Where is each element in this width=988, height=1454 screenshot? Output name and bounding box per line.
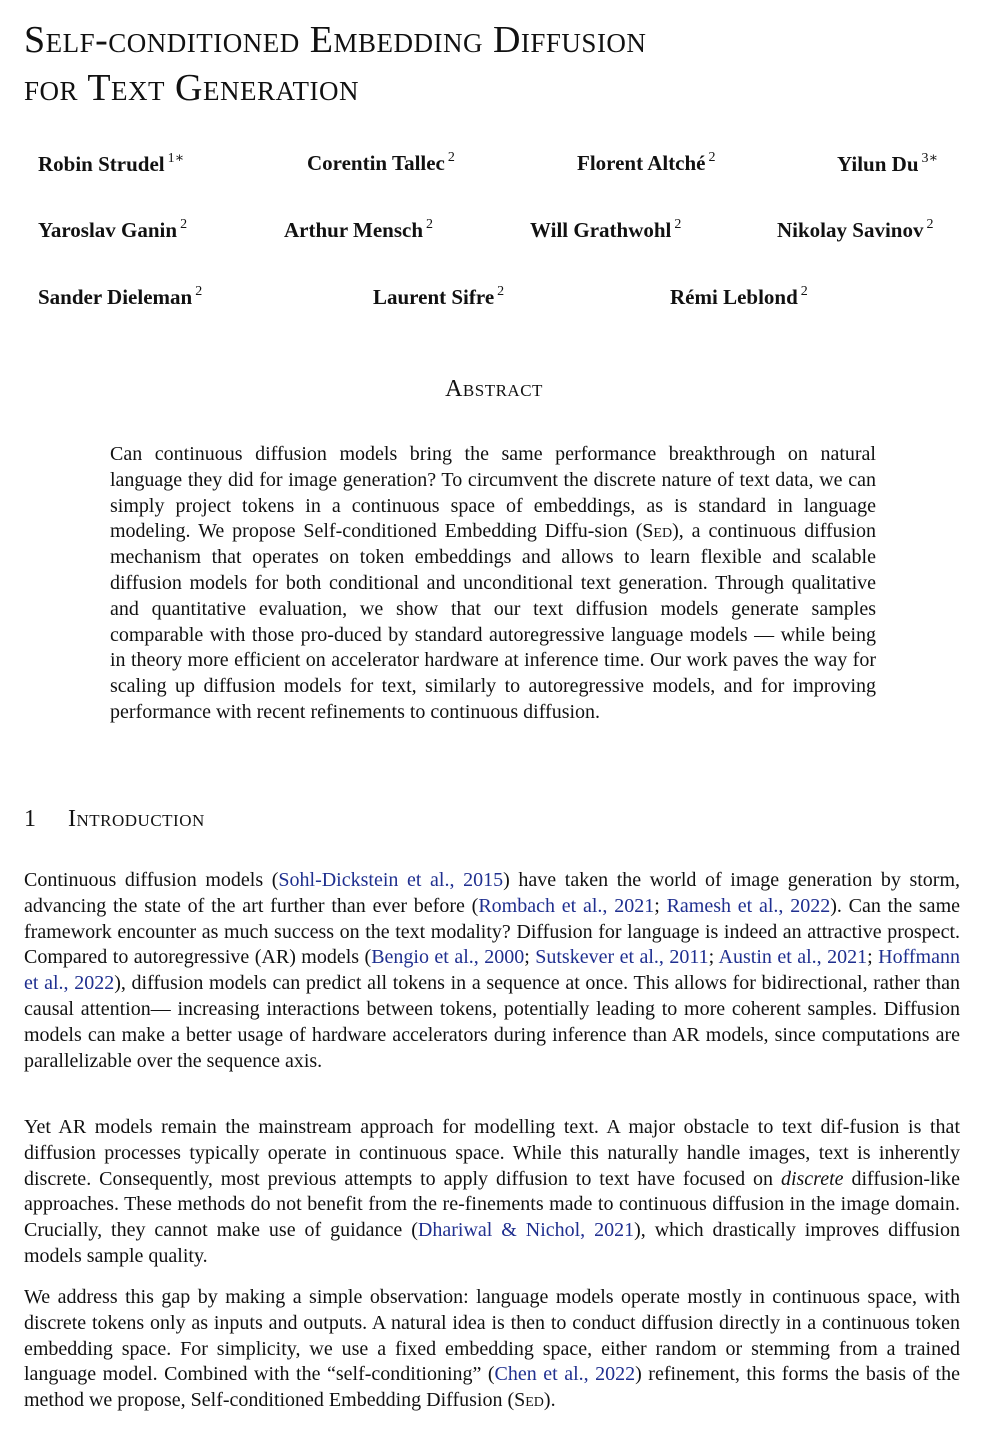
author-affiliation: 1∗ bbox=[167, 151, 185, 166]
paragraph-text: Yet AR models remain the mainstream approach for modelling text. A major obstacle to text dif-fusion is that diffusion processes typically operate in continuous space. While this naturally handle images, text is inherently discrete. Consequently, most previous attempts to apply diffusion to text have focused on bbox=[24, 1116, 960, 1190]
author-yilun-du bbox=[837, 150, 938, 177]
intro-paragraph-2 bbox=[24, 1115, 960, 1270]
author-affiliation: 2 bbox=[926, 217, 934, 232]
author-name: Will Grathwohl bbox=[530, 218, 672, 242]
author-sander-dieleman bbox=[38, 284, 202, 310]
citation-link[interactable]: Bengio et al., 2000 bbox=[371, 946, 525, 969]
author-affiliation: 2 bbox=[426, 217, 434, 232]
abstract-body bbox=[110, 442, 876, 726]
citation-link[interactable]: Hoffmann et al., 2022 bbox=[24, 946, 960, 995]
author-affiliation: 2 bbox=[674, 217, 682, 232]
citation-link[interactable]: Sohl-Dickstein et al., 2015 bbox=[278, 869, 504, 891]
citation-link[interactable]: Ramesh et al., 2022 bbox=[666, 894, 831, 917]
author-yaroslav-ganin bbox=[38, 217, 187, 243]
author-name: Robin Strudel bbox=[38, 152, 165, 176]
paragraph-text: ; bbox=[524, 946, 536, 969]
author-affiliation: 2 bbox=[497, 284, 505, 299]
author-nikolay-savinov bbox=[777, 217, 933, 243]
author-name: Nikolay Savinov bbox=[777, 218, 924, 242]
author-robin-strudel bbox=[38, 150, 184, 177]
citation-link[interactable]: Austin et al., 2021 bbox=[718, 946, 868, 969]
sed-acronym: Sed bbox=[642, 520, 673, 543]
author-name: Sander Dieleman bbox=[38, 285, 193, 309]
author-name: Corentin Tallec bbox=[307, 151, 445, 175]
citation-link[interactable]: Sutskever et al., 2011 bbox=[535, 946, 709, 969]
section-heading-introduction bbox=[24, 806, 205, 833]
section-title: Introduction bbox=[68, 806, 205, 832]
intro-paragraph-3 bbox=[24, 1285, 960, 1414]
citation-link[interactable]: Dhariwal & Nichol, 2021 bbox=[417, 1219, 635, 1242]
paragraph-text: Continuous diffusion models ( bbox=[24, 869, 279, 891]
abstract-heading: Abstract bbox=[445, 376, 543, 402]
author-name: Yaroslav Ganin bbox=[38, 218, 178, 242]
author-affiliation: 2 bbox=[800, 284, 808, 299]
section-number: 1 bbox=[24, 806, 37, 832]
abstract-text: Can continuous diffusion models bring the same performance breakthrough on natural language they did for image generation? To circumvent the discrete nature of text data, we can simply project tokens in a continuous space of embeddings, as is standard in language modeling. We propose Self-conditioned Embedding Diffu-sion ( bbox=[110, 443, 876, 543]
author-laurent-sifre bbox=[373, 284, 504, 310]
author-florent-altche bbox=[577, 150, 716, 176]
emphasis-text: discrete bbox=[780, 1167, 844, 1190]
paragraph-text: ; bbox=[708, 946, 719, 969]
paper-title bbox=[24, 16, 924, 112]
paragraph-text: ), diffusion models can predict all tokens in a sequence at once. This allows for bidirectional, rather than causal attention— increasing interactions between tokens, potentially leading to more coherent samples. Diffusion models can make a better usage of hardware accelerators during inference than AR models, since computations are parallelizable over the sequence axis. bbox=[24, 972, 961, 1072]
author-affiliation: 2 bbox=[180, 217, 188, 232]
author-name: Yilun Du bbox=[837, 152, 919, 176]
paragraph-text: We address this gap by making a simple observation: language models operate mostly in continuous space, with discrete tokens only as inputs and outputs. A natural idea is then to conduct diffusion directly in a continuous token embedding space. For simplicity, we use a fixed embedding space, either random or stemming from a trained language model. Combined with the “self-conditioning” ( bbox=[24, 1286, 960, 1386]
author-affiliation: 2 bbox=[447, 150, 455, 165]
author-arthur-mensch bbox=[284, 217, 433, 243]
paragraph-text: ), which drastically improves diffusion models sample quality. bbox=[24, 1219, 960, 1267]
author-will-grathwohl bbox=[530, 217, 681, 243]
paragraph-text: ). Can the same framework encounter as much success on the text modality? Diffusion for language is indeed an attractive prospect. Compared to autoregressive (AR) models ( bbox=[24, 894, 960, 969]
author-affiliation: 3∗ bbox=[921, 151, 939, 166]
author-corentin-tallec bbox=[307, 150, 455, 176]
citation-link[interactable]: Chen et al., 2022 bbox=[494, 1363, 636, 1386]
author-name: Rémi Leblond bbox=[670, 285, 798, 309]
author-affiliation: 2 bbox=[195, 284, 203, 299]
author-name: Florent Altché bbox=[577, 151, 706, 175]
sed-acronym: Sed bbox=[514, 1389, 544, 1412]
citation-link[interactable]: Rombach et al., 2021 bbox=[478, 894, 655, 917]
paragraph-text: ) refinement, this forms the basis of the method we propose, Self-conditioned Embedding Diffusion ( bbox=[24, 1363, 960, 1412]
author-remi-leblond bbox=[670, 284, 808, 310]
title-line-1: Self-conditioned Embedding Diffusion bbox=[24, 19, 647, 61]
author-affiliation: 2 bbox=[708, 150, 716, 165]
paragraph-text: ). bbox=[543, 1389, 556, 1412]
title-line-2: for Text Generation bbox=[24, 67, 359, 109]
author-name: Laurent Sifre bbox=[373, 285, 495, 309]
author-name: Arthur Mensch bbox=[284, 218, 424, 242]
paragraph-text: diffusion-like approaches. These methods do not benefit from the re-finements made to continuous diffusion in the image domain. Crucially, they cannot make use of guidance ( bbox=[24, 1167, 960, 1242]
abstract-text: ), a continuous diffusion mechanism that operates on token embeddings and allows to learn flexible and scalable diffusion models for both conditional and unconditional text generation. Through qualitative and quantitative evaluation, we show that our text diffusion models generate samples comparable with those pro-duced by standard autoregressive language models — while being in theory more efficient on accelerator hardware at inference time. Our work paves the way for scaling up diffusion models for text, similarly to autoregressive models, and for improving performance with recent refinements to continuous diffusion. bbox=[110, 520, 876, 723]
paragraph-text: ) have taken the world of image generation by storm, advancing the state of the art further than ever before ( bbox=[24, 869, 960, 917]
paragraph-text: ; bbox=[867, 946, 879, 969]
paragraph-text: ; bbox=[654, 894, 667, 917]
intro-paragraph-1 bbox=[24, 868, 960, 1074]
